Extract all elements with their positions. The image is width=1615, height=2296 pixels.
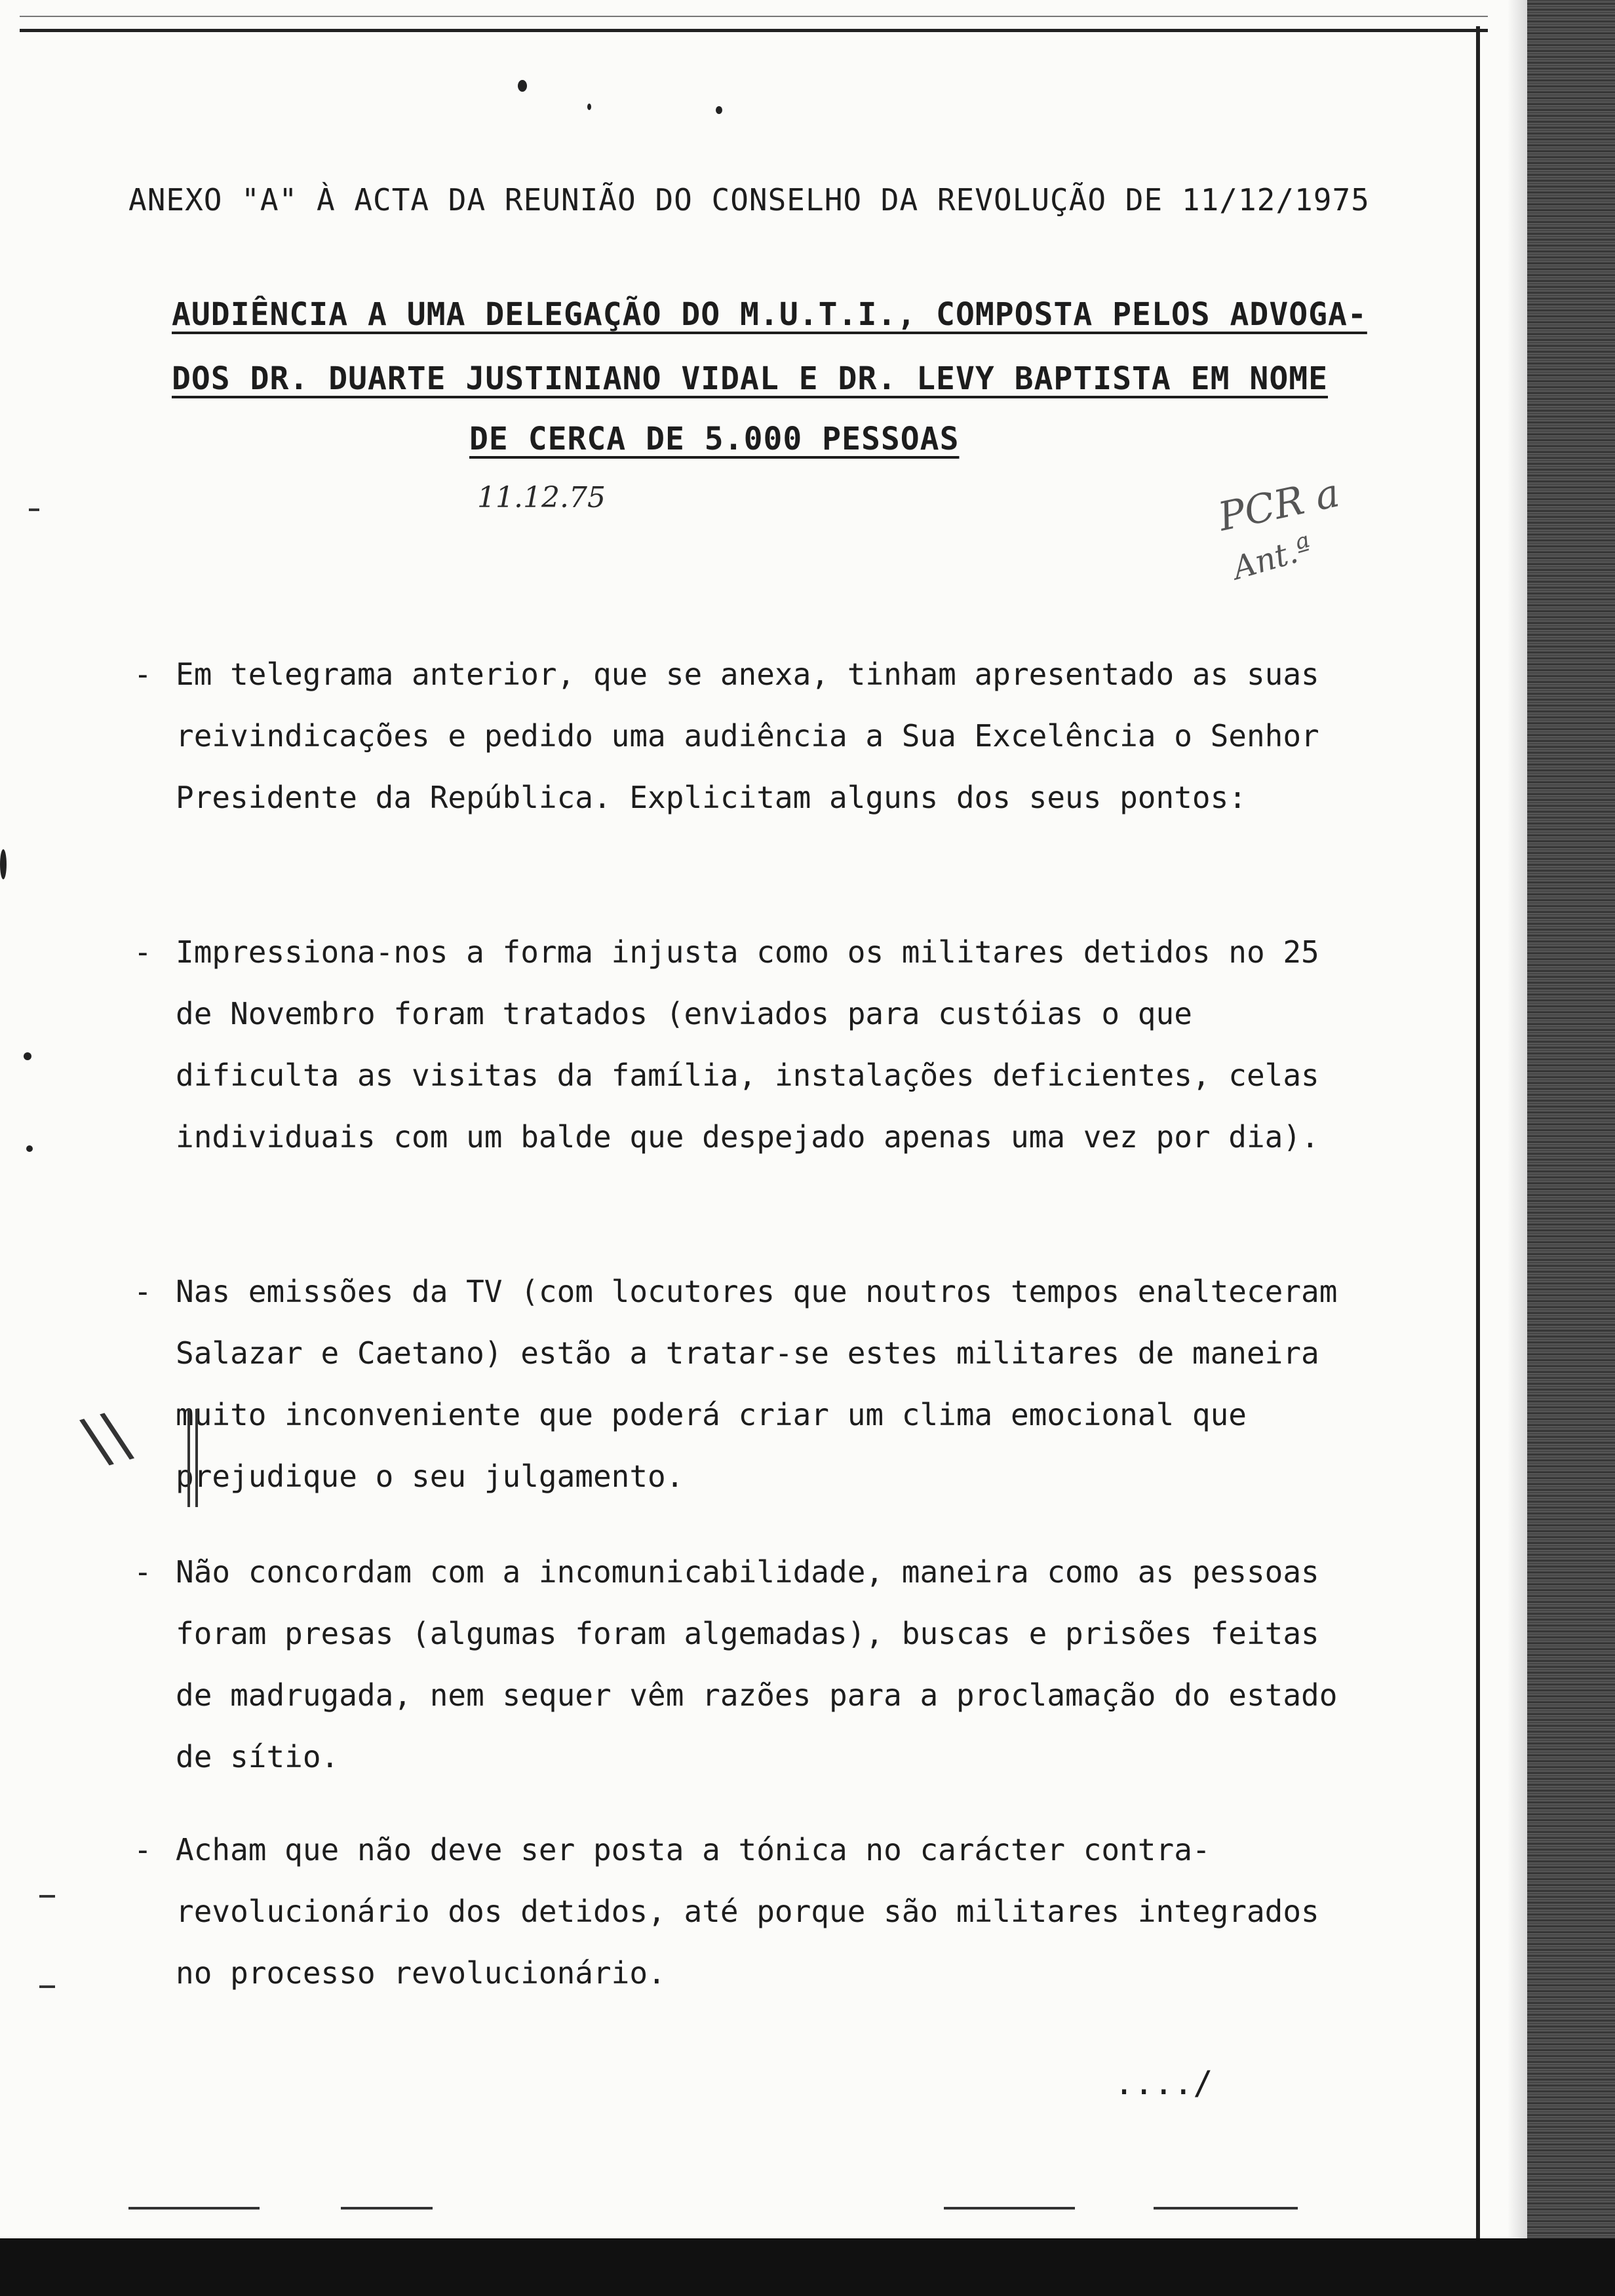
handwritten-date: 11.12.75 [477, 481, 606, 514]
scan-top-line [20, 16, 1488, 17]
paragraph-5 [134, 1819, 1369, 2004]
scan-right-border [1476, 26, 1480, 2241]
bottom-line [128, 2207, 260, 2210]
handwritten-note-line-1: PCR a [1214, 470, 1344, 541]
paragraph-text: Impressiona-nos a forma injusta como os militares detidos no 25 de Novembro foram tratados (enviados para custóias o que dificulta as visitas da família, instalações deficientes, celas individuais com um balde que despejado apenas uma vez por dia). [176, 934, 1338, 1155]
scan-speck [0, 849, 7, 879]
paragraph-1 [134, 643, 1369, 828]
margin-vertical-bar-mark [187, 1409, 198, 1507]
scan-top-border [20, 29, 1488, 32]
title-line-2: DOS DR. DUARTE JUSTINIANO VIDAL E DR. LEVY BAPTISTA EM NOME [172, 360, 1329, 397]
scan-shadow [1508, 0, 1528, 2296]
margin-double-stroke-mark: \\ [75, 1396, 137, 1479]
bullet-dash: - [134, 657, 170, 692]
title-line-1: AUDIÊNCIA A UMA DELEGAÇÃO DO M.U.T.I., COMPOSTA PELOS ADVOGA- [172, 296, 1367, 333]
paragraph-text: Nas emissões da TV (com locutores que noutros tempos enalteceram Salazar e Caetano) estão a tratar-se estes militares de maneira muito inconveniente que poderá criar um clima emocional que prejudique o seu julgamento. [176, 1274, 1356, 1494]
bullet-dash: - [134, 934, 170, 970]
document-header: ANEXO "A" À ACTA DA REUNIÃO DO CONSELHO DA REVOLUÇÃO DE 11/12/1975 [128, 182, 1370, 218]
paragraph-text: Acham que não deve ser posta a tónica no carácter contra-revolucionário dos detidos, até porque são militares integrados no processo revolucionário. [176, 1832, 1338, 1991]
paragraph-3 [134, 1261, 1369, 1507]
scan-dash [39, 1985, 55, 1988]
paragraph-text: Em telegrama anterior, que se anexa, tinham apresentado as suas reivindicações e pedido uma audiência a Sua Excelência o Senhor Presidente da República. Explicitam alguns dos seus pontos: [176, 657, 1338, 815]
continuation-mark: ..../ [1114, 2064, 1213, 2102]
bottom-line [341, 2207, 433, 2210]
bullet-dash: - [134, 1554, 170, 1590]
title-line-3: DE CERCA DE 5.000 PESSOAS [469, 421, 960, 457]
bullet-dash: - [134, 1832, 170, 1867]
bullet-dash: - [134, 1274, 170, 1309]
paragraph-4 [134, 1541, 1369, 1788]
handwritten-note-line-2: Ant.ª [1228, 529, 1317, 587]
paragraph-text: Não concordam com a incomunicabilidade, maneira como as pessoas foram presas (algumas foram algemadas), buscas e prisões feitas de madrugada, nem sequer vêm razões para a proclamação do estado de sítio. [176, 1554, 1356, 1774]
scan-binding-edge [1527, 0, 1615, 2296]
scan-speck [587, 104, 591, 110]
scan-bottom-band [0, 2238, 1615, 2296]
scan-dash [39, 1895, 55, 1898]
scan-dash [29, 508, 39, 511]
scan-speck [716, 106, 722, 114]
bottom-line [1154, 2207, 1298, 2210]
scan-speck [518, 80, 527, 92]
paragraph-2 [134, 921, 1369, 1168]
scan-speck [24, 1052, 31, 1060]
scan-speck [26, 1145, 33, 1152]
bottom-line [944, 2207, 1075, 2210]
